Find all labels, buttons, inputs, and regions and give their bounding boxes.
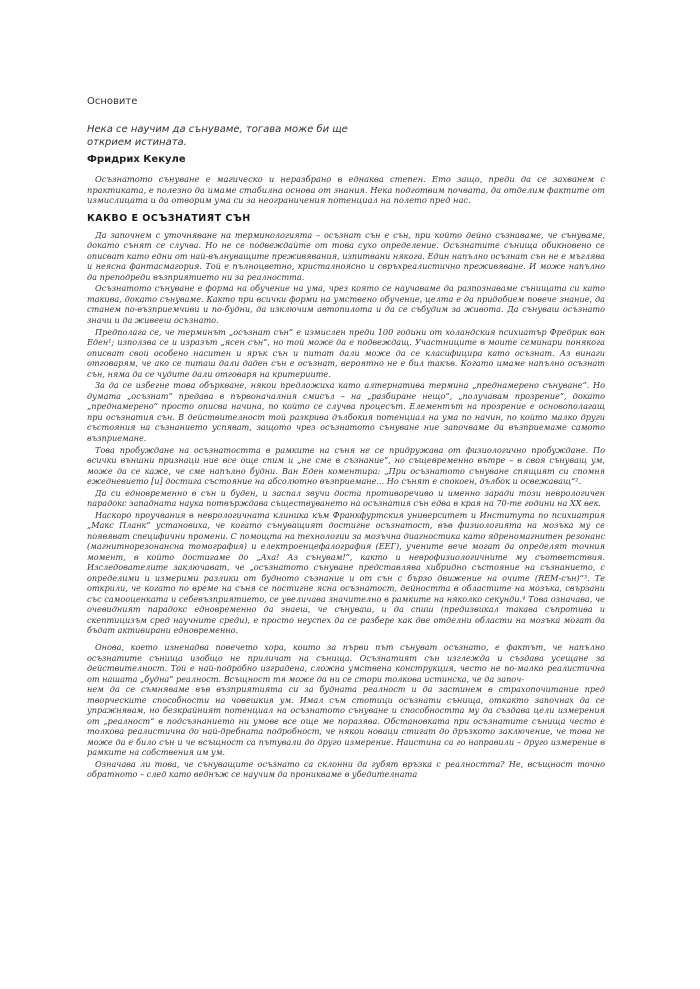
body-paragraph-1: Да започнем с уточняване на терминологията – осъзнат сън е сън, при който дейно съзнаваме, че сънуваме, докато сънят се случва. Но не се подвеждайте от това сухо определение. Осъзнатите сънища обикновено се описват като едни от най-вълнуващите преживявания, изпитвани някога. Един напълно осъзнат сън не е мъглява и неясна фантасмагория. Той е пълноцветно, кристалноясно и свръхреалистично преживяване. И може напълно да преподреди възприятието ни за реалността. <box>87 229 605 282</box>
body-paragraph-5: Това пробуждане на осъзнатостта в рамките на съня не се придружава от физиологично пробуждане. По всички външни признаци ние все още спим и „не сме в съзнание“, но същевременно вътре – в своя сънуващ ум, може да се каже, че сме напълно будни. Ван Еден коментира: „При осъзнатото сънуване спящият си спомня ежедневието [и] достига състояние на абсолютно възприемане... Но сънят е спокоен, дълбок и освежаващ“². <box>87 444 605 487</box>
epigraph-quote: Нека се научим да сънуваме, тогава може би ще открием истината. <box>87 124 348 148</box>
body-paragraph-2: Осъзнатото сънуване е форма на обучение на ума, чрез която се научаваме да разпознаваме сънищата си като такива, докато сънуваме. Както при всички форми на умствено обучение, целта е да придобием повече знание, да станем по-възприемчиви и по-будни, да изключим автопилота и да се събудим за живота. Да сънуваш осъзнато значи и да живееш осъзнато. <box>87 283 605 325</box>
intro-paragraph: Осъзнатото сънуване е магическо и неразбрано в еднаква степен. Ето защо, преди да се захванем с практиката, е полезно да имаме стабилна основа от знания. Нека подготвим почвата, да отделим фактите от измислицата и да отворим ума си за неограничения потенциал на полето пред нас. <box>87 174 605 206</box>
chapter-title: КАКВО Е ОСЪЗНАТИЯТ СЪН <box>87 212 251 224</box>
body-paragraph-7: Наскоро проучвания в неврологичната клиника към Франкфуртския университет и Института по психиатрия „Макс Планк“ установиха, че когато сънуващият достигне осъзнатост, във физиологията на мозъка му се появяват специфични промени. С помощта на технологии за мозъчна диагностика като ядреномагнитен резонанс (магнитнорезонансна томография) и електроенцефалография (ЕЕГ), учените вече могат да определят точния момент, в който достигаме до „Аха! Аз сънувам!“, както и неврофизиологичните му съответствия. Изследователите заключават, че „осъзнатото сънуване представлява хибридно състояние на съзнанието, с определими и измерими разлики от будното съзнание и от сън с бързо движение на очите (REM-сън)“³. Те открили, че когато по време на съня се постигне ясна осъзнатост, дейността в областите на мозъка, свързани със самооценката и себевъзприятието, се увеличава значително в рамките на няколко секунди.⁴ Това означава, че очевидният парадокс едновременно да знаеш, че сънуваш, и да спиш (предизвикал такава съпротива и скептицизъм сред научните среди), е просто неуспех да се разбере как две отделни области на мозъка могат да бъдат активирани едновременно. <box>87 509 605 636</box>
body-paragraph-4: За да се избегне това объркване, някои предложиха като алтернатива термина „преднамерено сънуване“. Но думата „осъзнат“ предава в първоначалния смисъл – на „разбиране нещо“, „получавам прозрение“, докато „преднамерено“ просто описва начина, по който се случва процесът. Елементът на прозрение е основополагащ при осъзнатия сън. В действителност той разкрива дълбокия потенциал на ума по начин, по който малко други състояния на съзнанието успяват, защото чрез осъзнатото сънуване ние започваме да възприемаме самото възприемане. <box>87 380 605 443</box>
body-paragraph-6: Да си едновременно в сън и буден, и заспал звучи доста противоречиво и именно заради този неврологичен парадокс западната наука потвърждава съществуването на осъзнатия сън едва в края на 70-те години на XX век. <box>87 487 605 509</box>
page-content <box>87 96 605 781</box>
epigraph-author: Фридрих Кекуле <box>87 154 186 165</box>
body-paragraph-8: Онова, което изненадва повечето хора, които за първи път сънуват осъзнато, е фактът, че напълно осъзнатите сънища изобщо не приличат на сънища. Осъзнатият сън изглежда и създава усещане за действителност. Той е най-подробно изградена, сложна умствена конструкция, често не по-малко реалистична от нашата „будна“ реалност. Всъщност тя може да ни се стори толкова истинска, че да започ- нем да се съмняваме във възприятията си за будната реалност и да застинем в страхопочитание пред творческите способности на човешкия ум. Имал съм стотици осъзнати сънища, откакто започнах да се упражнявам, но безкрайният потенциал на осъзнатото сънуване и способността му да създава цели измерения от „реалност“ в подсъзнанието ни умове все още ме поразява. Обстановката при осъзнатите сънища често е толкова реалистична до най-дребната подробност, че някои новаци стигат до дръзкото заключение, че това не може да е било сън и че всъщност са пътували до друго измерение. Наистина са го направили – друго измерение в рамките на собствения им ум. <box>87 642 605 758</box>
body-paragraph-3: Предполага се, че терминът „осъзнат сън“ е измислен преди 100 години от холандския психиатър Фредрик ван Еден¹; използва се и изразът „ясен сън“, но той може да е подвеждащ. Участниците в моите семинари понякога описват свой особено наситен и ярък сън и питат дали може да се класифицира като осъзнат. Аз винаги отговарям, че ако се питаш дали даден сън е осъзнат, вероятно не е бил такъв. Когато имаме напълно осъзнат сън, няма да се чудите дали отговаря на критериите. <box>87 326 605 379</box>
body-paragraph-9: Означава ли това, че сънуващите осъзнато са склонни да губят връзка с реалността? Не, всъщност точно обратното – след като веднъж се научим да проникваме в убедителната <box>87 758 605 780</box>
section-label: Основите <box>87 96 138 107</box>
